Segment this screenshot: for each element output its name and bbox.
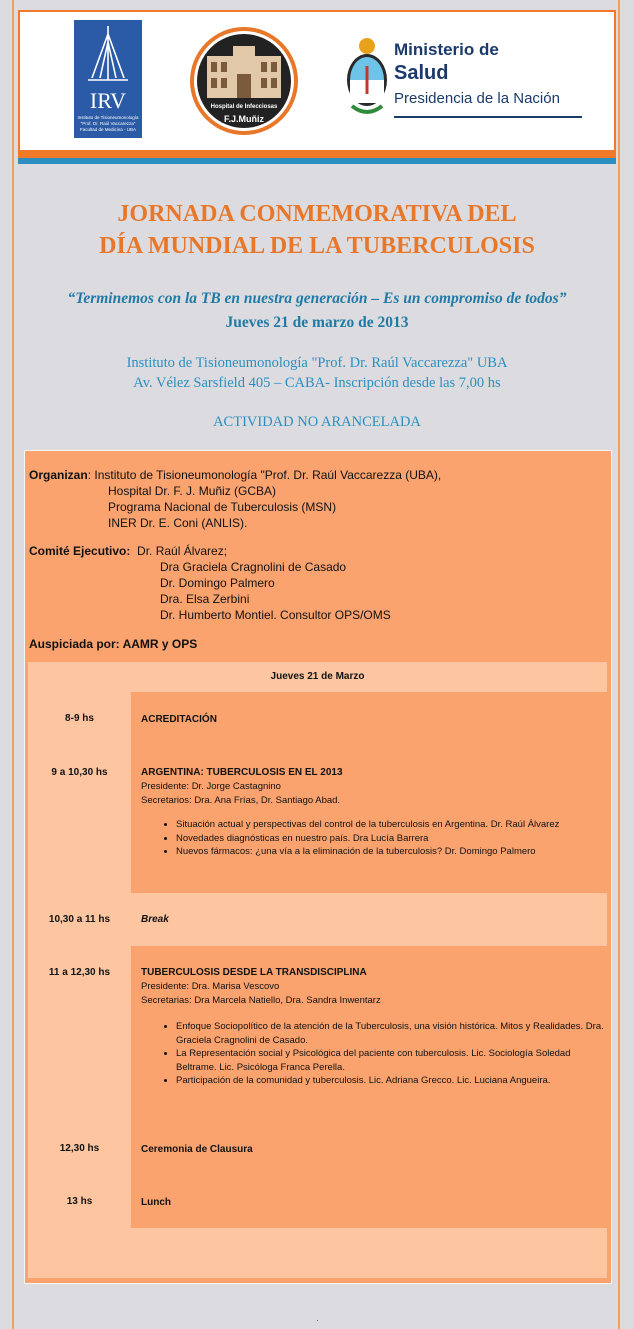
list-item: • Nuevos fármacos: ¿una vía a la eliminación de la tuberculosis? Dr. Domingo Palmero (176, 845, 606, 859)
event-date: Jueves 21 de marzo de 2013 (225, 314, 409, 331)
national-shield-icon (344, 36, 390, 118)
program-day-label: Jueves 21 de Marzo (270, 671, 365, 682)
ministry-underline (394, 116, 582, 118)
session-1-topics (164, 818, 606, 859)
program-day-header (28, 662, 607, 692)
activity-closing-ceremony: Ceremonia de Clausura (141, 1144, 253, 1155)
organizer-2: Hospital Dr. F. J. Muñiz (GCBA) (108, 484, 277, 498)
ministry-line2: Salud (394, 62, 449, 84)
organizer-3: Programa Nacional de Tuberculosis (MSN) (108, 500, 337, 514)
committee (29, 543, 227, 559)
committee-label: Comité Ejecutivo: (29, 544, 131, 558)
irv-emblem-icon (74, 20, 142, 88)
time-cell-afternoon (28, 946, 131, 1228)
committee-member-3: Dr. Domingo Palmero (160, 576, 275, 590)
footer-dot (317, 1320, 318, 1321)
committee-member-4: Dra. Elsa Zerbini (160, 592, 250, 606)
committee-member-5: Dr. Humberto Montiel. Consultor OPS/OMS (160, 608, 391, 622)
event-motto: “Terminemos con la TB en nuestra generación – Es un compromiso de todos” (67, 290, 567, 307)
session-1-president: Presidente: Dr. Jorge Castagnino (141, 781, 281, 792)
time-1030-11: 10,30 a 11 hs (48, 914, 111, 925)
organizers-label: Organizan (29, 468, 88, 482)
list-item: • Situación actual y perspectivas del control de la tuberculosis en Argentina. Dr. Raúl Álvarez (176, 818, 606, 832)
hospital-logo-line2: F.J.Muñiz (224, 114, 264, 124)
venue-line1: Instituto de Tisioneumonología "Prof. Dr. Raúl Vaccarezza" UBA (126, 355, 508, 371)
organizers (29, 467, 441, 483)
list-item: • Enfoque Sociopolítico de la atención de la Tuberculosis, una visión histórica. Mitos y Realidades. Dra. Graciela Cragnolini de Casado. (176, 1020, 606, 1047)
header-divider-blue (18, 158, 616, 164)
sponsors: Auspiciada por: AAMR y OPS (29, 637, 198, 651)
page-title-line1: JORNADA CONMEMORATIVA DEL (117, 201, 517, 227)
ministry-logo (344, 36, 584, 126)
activity-lunch: Lunch (141, 1197, 171, 1208)
activity-acreditacion: ACREDITACIÓN (141, 714, 217, 725)
session-2-president: Presidente: Dra. Marisa Vescovo (141, 981, 280, 992)
activity-break: Break (141, 914, 169, 925)
time-1230: 12,30 hs (59, 1143, 100, 1154)
time-11-1230: 11 a 12,30 hs (48, 967, 111, 978)
session-2-topics (164, 1020, 606, 1088)
organizers-first: : Instituto de Tisioneumonología "Prof. Dr. Raúl Vaccarezza (UBA), (87, 468, 442, 482)
list-item: • Novedades diagnósticas en nuestro país. Dra Lucía Barrera (176, 832, 606, 846)
time-8-9: 8-9 hs (65, 713, 94, 724)
page-title-line2: DÍA MUNDIAL DE LA TUBERCULOSIS (99, 233, 535, 259)
hospital-logo (189, 26, 299, 136)
list-item: • La Representación social y Psicológica del paciente con tuberculosis. Lic. Sociología Soledad Beltrame. Lic. Psicóloga Franca Perella. (176, 1047, 606, 1074)
session-1-secretaries: Secretarios: Dra. Ana Frías, Dr. Santiago Abad. (141, 795, 341, 806)
ministry-line3: Presidencia de la Nación (394, 90, 560, 107)
time-13: 13 hs (66, 1196, 93, 1207)
session-2-secretaries: Secretarias: Dra Marcela Natiello, Dra. Sandra Inwentarz (141, 995, 381, 1006)
activity-cell-break (131, 893, 607, 946)
organizer-4: INER Dr. E. Coni (ANLIS). (108, 516, 248, 530)
ministry-line1: Ministerio de (394, 40, 499, 59)
time-9-1030: 9 a 10,30 hs (51, 767, 108, 778)
irv-logo (74, 20, 142, 138)
session-1-title: ARGENTINA: TUBERCULOSIS EN EL 2013 (141, 767, 343, 778)
table-footer-cell (28, 1228, 607, 1278)
venue-line2: Av. Vélez Sarsfield 405 – CABA- Inscripción desde las 7,00 hs (133, 375, 501, 391)
committee-first: Dr. Raúl Álvarez; (137, 544, 228, 558)
irv-logo-text: IRV (89, 88, 127, 113)
free-activity-note: ACTIVIDAD NO ARANCELADA (213, 414, 421, 430)
irv-logo-caption: Instituto de Tisioneumonología "Prof. Dr. Raúl Vaccarezza" Facultad de Medicina - UBA (77, 115, 139, 132)
list-item: • Participación de la comunidad y tuberculosis. Lic. Adriana Grecco. Lic. Luciana Angueira. (176, 1074, 606, 1088)
session-2-title: TUBERCULOSIS DESDE LA TRANSDISCIPLINA (141, 967, 367, 978)
hospital-logo-line1: Hospital de Infecciosas (210, 104, 278, 110)
committee-member-2: Dra Graciela Cragnolini de Casado (160, 560, 347, 574)
